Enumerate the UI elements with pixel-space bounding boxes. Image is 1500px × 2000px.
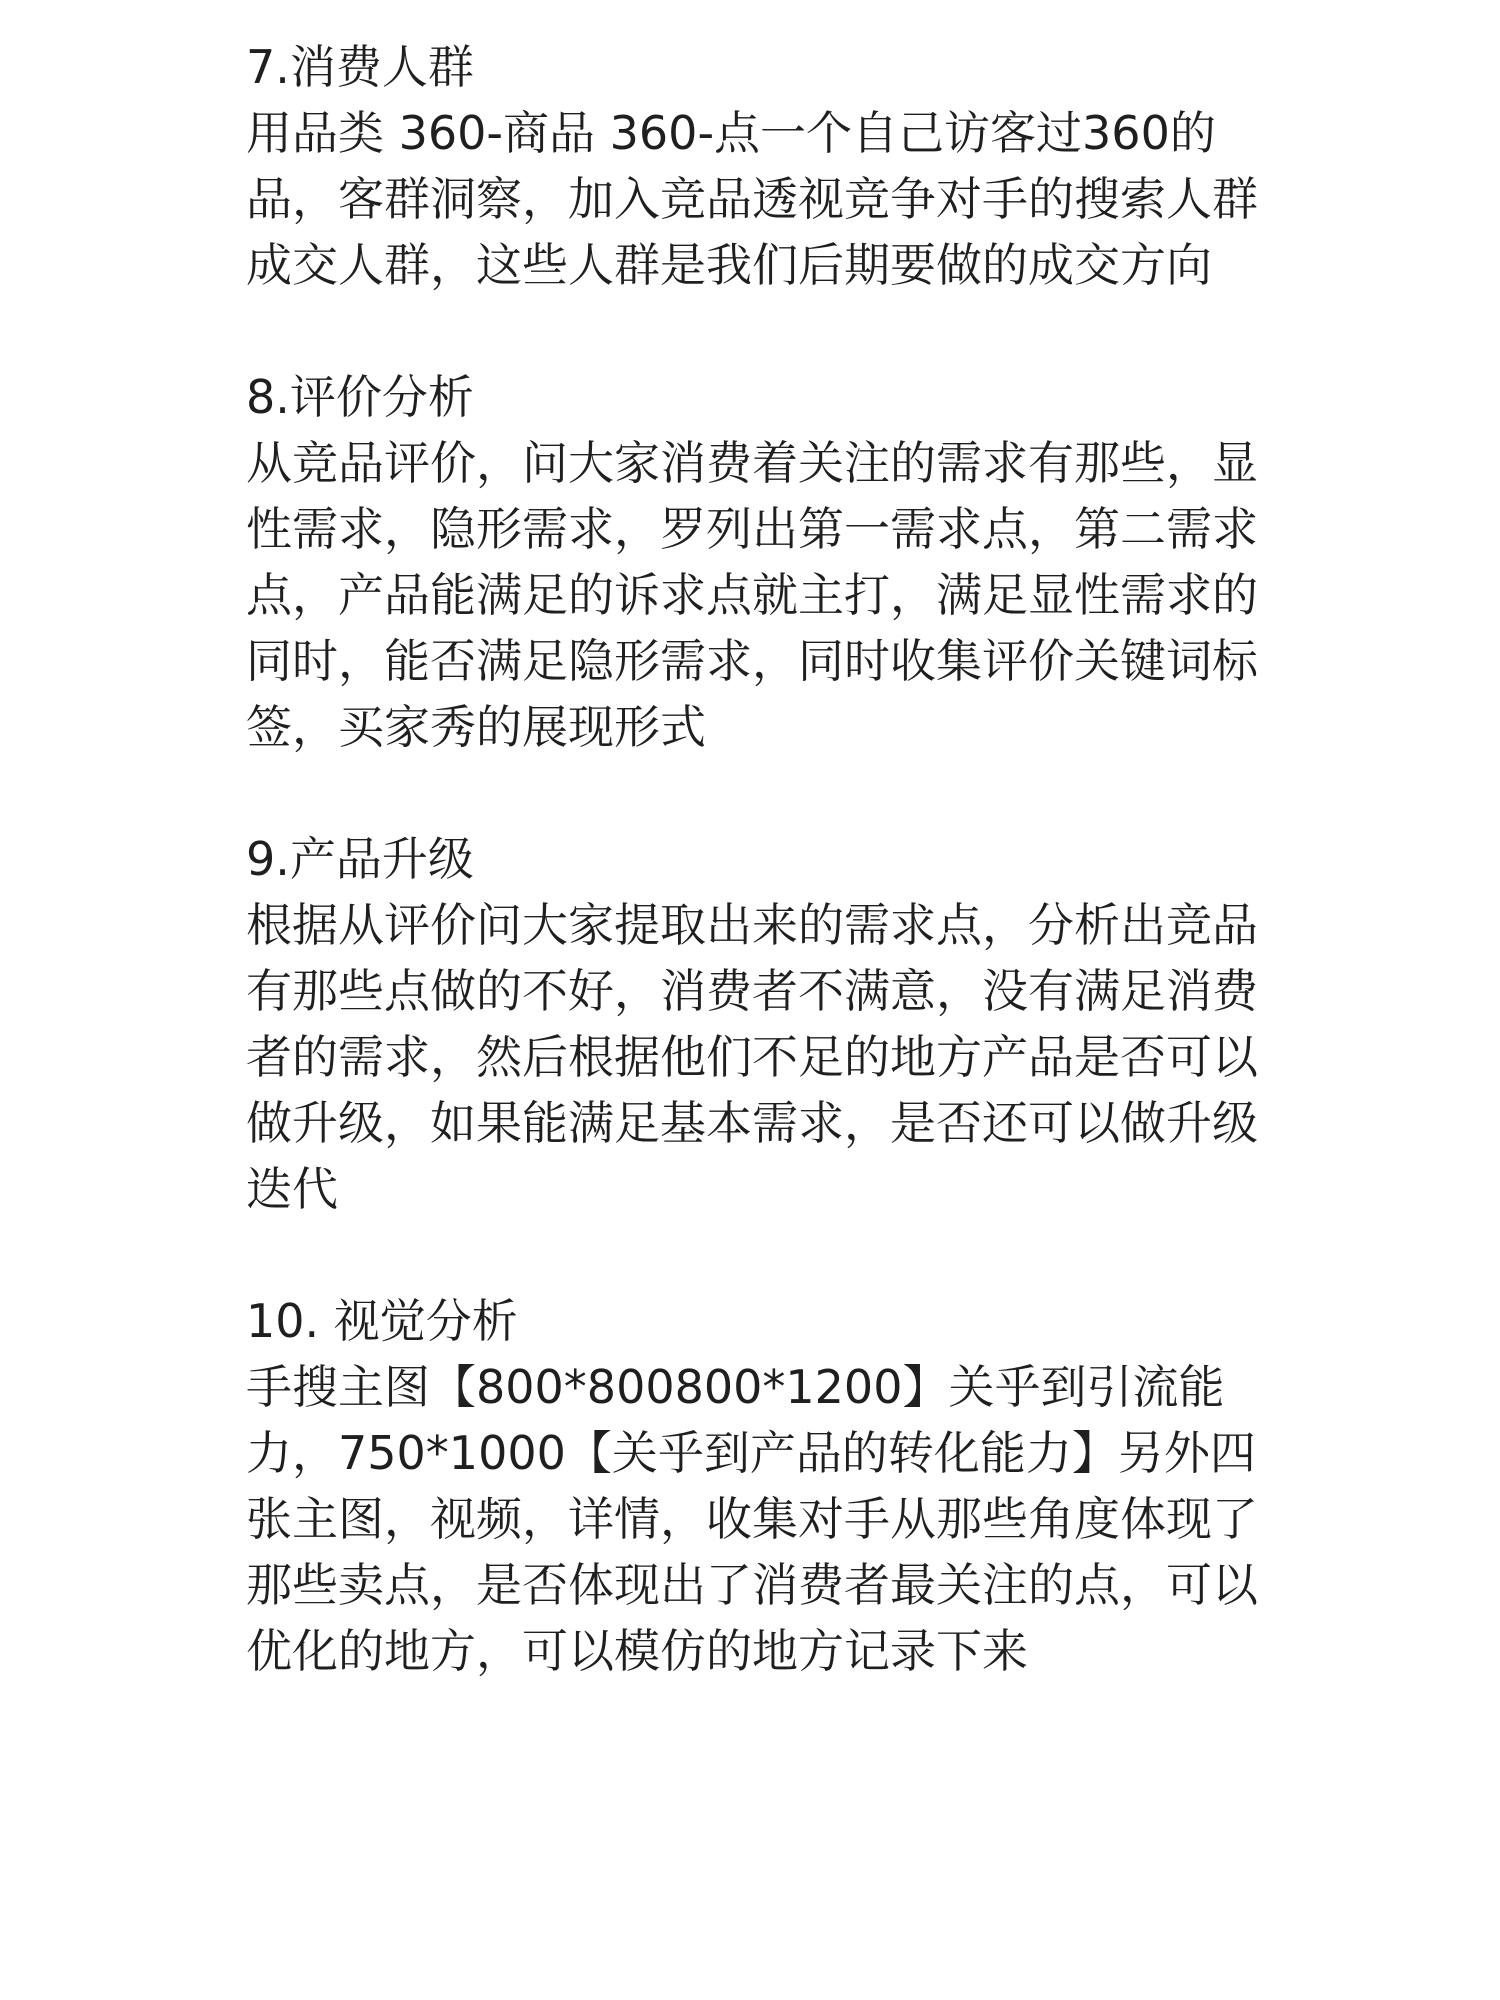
section-title: 10. 视觉分析: [246, 1294, 518, 1348]
section-line: 成交人群，这些人群是我们后期要做的成交方向: [246, 238, 1212, 292]
section-line: 性需求，隐形需求，罗列出第一需求点，第二需求: [246, 502, 1258, 556]
section-line: 优化的地方，可以模仿的地方记录下来: [246, 1624, 1028, 1678]
section-line: 品，客群洞察，加入竞品透视竞争对手的搜索人群: [246, 172, 1258, 226]
section-line: 点，产品能满足的诉求点就主打，满足显性需求的: [246, 568, 1258, 622]
section-visual-analysis: [246, 1288, 1500, 1684]
section-line: 做升级，如果能满足基本需求，是否还可以做升级: [246, 1096, 1258, 1150]
section-title: 8.评价分析: [246, 370, 474, 424]
section-review-analysis: [246, 364, 1500, 760]
section-line: 有那些点做的不好，消费者不满意，没有满足消费: [246, 964, 1258, 1018]
section-product-upgrade: [246, 826, 1500, 1222]
section-line: 用品类 360-商品 360-点一个自己访客过360的: [246, 106, 1216, 160]
section-line: 那些卖点，是否体现出了消费者最关注的点，可以: [246, 1558, 1258, 1612]
section-consumer-groups: [246, 34, 1500, 298]
section-line: 根据从评价问大家提取出来的需求点，分析出竞品: [246, 898, 1258, 952]
section-line: 迭代: [246, 1162, 338, 1216]
section-line: 者的需求，然后根据他们不足的地方产品是否可以: [246, 1030, 1258, 1084]
section-line: 力，750*1000【关乎到产品的转化能力】另外四: [246, 1426, 1256, 1480]
section-line: 从竞品评价，问大家消费着关注的需求有那些，显: [246, 436, 1258, 490]
section-title: 9.产品升级: [246, 832, 474, 886]
section-line: 同时，能否满足隐形需求，同时收集评价关键词标: [246, 634, 1258, 688]
section-line: 张主图，视频，详情，收集对手从那些角度体现了: [246, 1492, 1258, 1546]
section-line: 签，买家秀的展现形式: [246, 700, 706, 754]
section-title: 7.消费人群: [246, 40, 474, 94]
section-line: 手搜主图【800*800800*1200】关乎到引流能: [246, 1360, 1225, 1414]
